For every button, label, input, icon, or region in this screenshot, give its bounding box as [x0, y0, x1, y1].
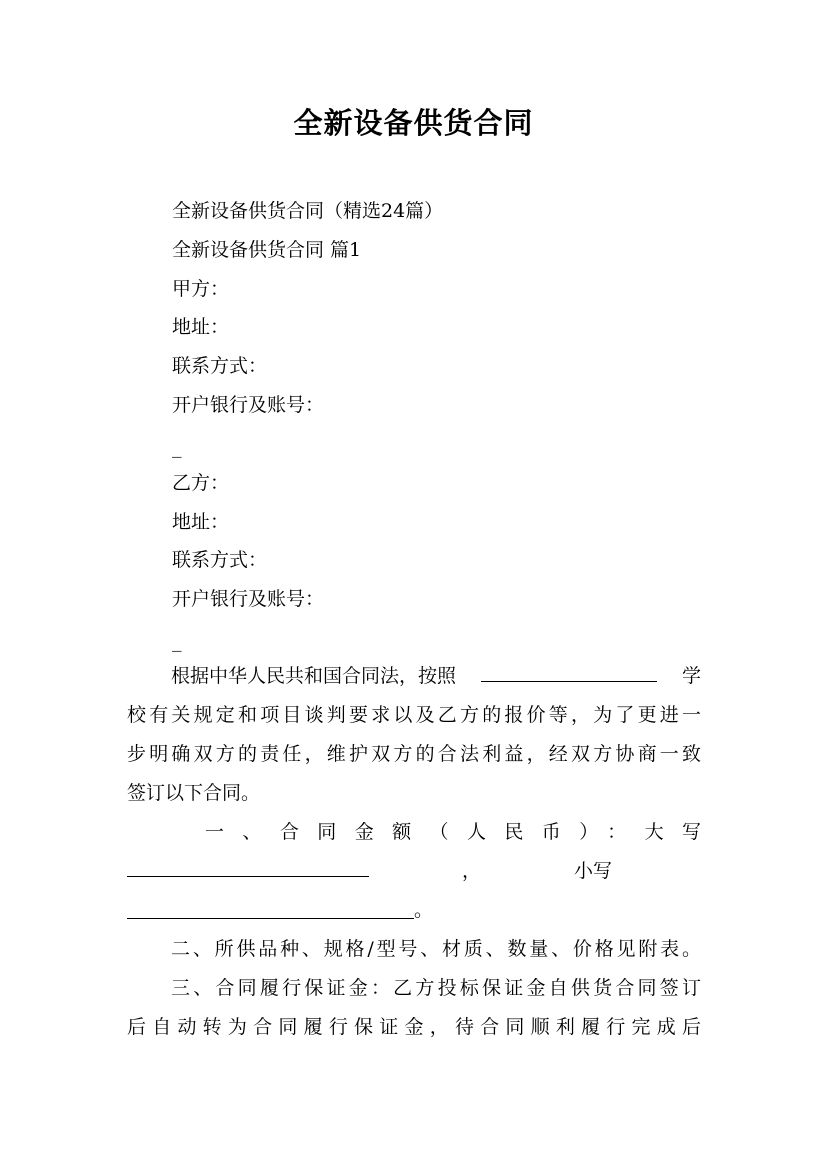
school-name-blank: [481, 661, 657, 682]
clause-3: [127, 969, 701, 1047]
intro-paragraph: [127, 657, 701, 813]
party-b-blank: _: [172, 630, 182, 652]
party-a-bank-label: 开户银行及账号：: [172, 394, 325, 416]
clause-3-line-1: 三、合同履行保证金：乙方投标保证金自供货合同签订: [171, 977, 701, 999]
small-label: 小写: [573, 860, 612, 882]
intro-line-2: 校有关规定和项目谈判要求以及乙方的报价等，为了更进一: [127, 704, 701, 726]
clause-1: [127, 813, 701, 930]
clause-1-line-3: [127, 891, 701, 930]
party-a-blank: _: [172, 436, 182, 458]
party-b-bank-label: 开户银行及账号：: [172, 588, 325, 610]
clause-3-line-2: 后自动转为合同履行保证金，待合同顺利履行完成后: [127, 1016, 701, 1038]
party-a-label: 甲方：: [172, 278, 230, 300]
intro-line-1-end: 学: [681, 665, 701, 687]
clause-1-small-label: [574, 852, 701, 891]
intro-line-1-text: 根据中华人民共和国合同法，按照: [171, 665, 457, 687]
document-subtitle: 全新设备供货合同（精选24篇）: [172, 200, 444, 222]
clause-1-comma: ，: [461, 860, 481, 882]
amount-uppercase-blank: [127, 856, 369, 877]
clause-1-line-2: [127, 852, 701, 891]
section-heading: 全新设备供货合同 篇1: [172, 239, 362, 261]
party-b-label: 乙方：: [172, 472, 230, 494]
clause-1-text: 一、合同金额（人民币）：大写: [205, 821, 701, 843]
party-a-address-label: 地址：: [172, 316, 230, 338]
clause-2-text: 二、所供品种、规格/型号、材质、数量、价格见附表。: [171, 938, 701, 960]
document-title: 全新设备供货合同: [293, 106, 534, 140]
amount-lowercase-blank: [127, 898, 414, 919]
party-b-address-label: 地址：: [172, 511, 230, 533]
party-b-contact-label: 联系方式：: [172, 549, 268, 571]
intro-line-1: [127, 657, 701, 696]
clause-2: [127, 930, 701, 969]
clause-1-line-1: [127, 813, 701, 852]
clause-1-end: 。: [414, 899, 434, 921]
intro-line-4: 签订以下合同。: [127, 782, 261, 804]
intro-line-3: 步明确双方的责任，维护双方的合法利益，经双方协商一致: [127, 743, 701, 765]
party-a-contact-label: 联系方式：: [172, 355, 268, 377]
